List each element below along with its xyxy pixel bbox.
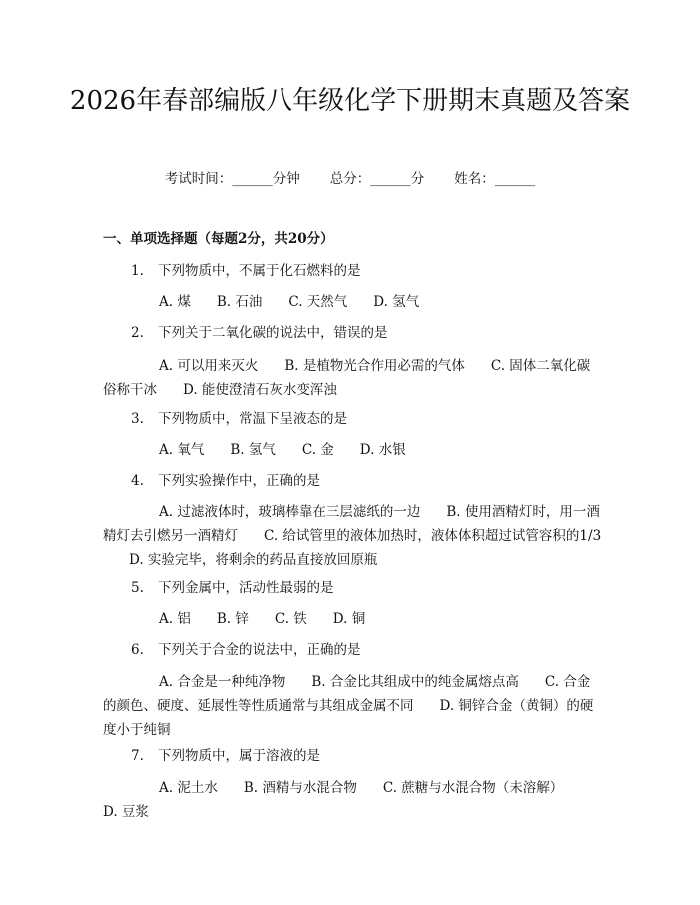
document-title: 2026年春部编版八年级化学下册期末真题及答案 (69, 86, 631, 116)
question-number: 7. (131, 748, 144, 764)
question-text: 下列物质中，常温下呈液态的是 (158, 411, 347, 427)
question-2-options (103, 354, 603, 402)
question-5 (131, 578, 334, 598)
question-text: 下列物质中，属于溶液的是 (158, 748, 320, 764)
option-b: B. 氢气 (230, 442, 276, 458)
question-number: 1. (131, 263, 144, 279)
option-a: A. 合金是一种纯净物 (159, 674, 286, 690)
option-d: D. 铜锌合金（黄铜）的硬度小于纯铜 (103, 698, 594, 738)
question-text: 下列实验操作中，正确的是 (158, 473, 320, 489)
option-b: B. 酒精与水混合物 (243, 780, 357, 796)
option-c: C. 金 (301, 442, 334, 458)
option-a: A. 可以用来灭火 (159, 358, 259, 374)
question-text: 下列金属中，活动性最弱的是 (158, 580, 334, 596)
option-c: C. 给试管里的液体加热时，液体体积超过试管容积的1/3 (264, 528, 602, 544)
option-c: C. 固体二氧化碳俗称干冰 (103, 358, 591, 398)
question-3-options (103, 438, 603, 462)
question-6 (131, 640, 361, 660)
question-6-options (103, 670, 603, 742)
option-b: B. 锌 (216, 611, 249, 627)
question-number: 5. (131, 580, 144, 596)
option-d: D. 氢气 (373, 294, 420, 310)
question-number: 2. (131, 325, 144, 341)
question-text: 下列关于二氧化碳的说法中，错误的是 (158, 325, 388, 341)
option-d: D. 实验完毕，将剩余的药品直接放回原瓶 (129, 552, 378, 568)
option-d: D. 能使澄清石灰水变浑浊 (183, 382, 337, 398)
option-c: C. 合金的颜色、硬度、延展性等性质通常与其组成金属不同 (103, 674, 591, 714)
question-3 (131, 409, 347, 429)
option-d: D. 铜 (332, 611, 366, 627)
option-c: C. 铁 (274, 611, 307, 627)
option-b: B. 石油 (216, 294, 263, 310)
question-number: 3. (131, 411, 144, 427)
student-name-field: 姓名：______ (454, 171, 536, 187)
question-1-options (103, 290, 603, 314)
question-4-options (103, 500, 603, 572)
section-title: 一、单项选择题（每题2分，共20分） (103, 231, 334, 247)
question-7 (131, 746, 320, 766)
question-number: 4. (131, 473, 144, 489)
question-5-options (103, 607, 603, 631)
option-a: A. 煤 (159, 294, 191, 310)
total-score-field: 总分：______分 (329, 171, 425, 187)
question-2 (131, 323, 388, 343)
exam-time-field: 考试时间：______分钟 (164, 171, 300, 187)
exam-info-line (0, 169, 700, 189)
option-a: A. 氧气 (159, 442, 205, 458)
option-a: A. 过滤液体时，玻璃棒靠在三层滤纸的一边 (159, 504, 421, 520)
option-c: C. 蔗糖与水混合物（未溶解） (382, 780, 564, 796)
question-4 (131, 471, 320, 491)
question-7-options (103, 776, 603, 824)
question-text: 下列关于合金的说法中，正确的是 (158, 642, 361, 658)
option-a: A. 泥土水 (159, 780, 218, 796)
option-c: C. 天然气 (288, 294, 348, 310)
question-1 (131, 261, 361, 281)
option-b: B. 是植物光合作用必需的气体 (284, 358, 465, 374)
option-d: D. 水银 (359, 442, 406, 458)
option-a: A. 铝 (159, 611, 191, 627)
question-text: 下列物质中，不属于化石燃料的是 (158, 263, 361, 279)
option-b: B. 使用酒精灯时，用一酒精灯去引燃另一酒精灯 (103, 504, 600, 544)
option-d: D. 豆浆 (103, 804, 149, 820)
question-number: 6. (131, 642, 144, 658)
option-b: B. 合金比其组成中的纯金属熔点高 (311, 674, 519, 690)
